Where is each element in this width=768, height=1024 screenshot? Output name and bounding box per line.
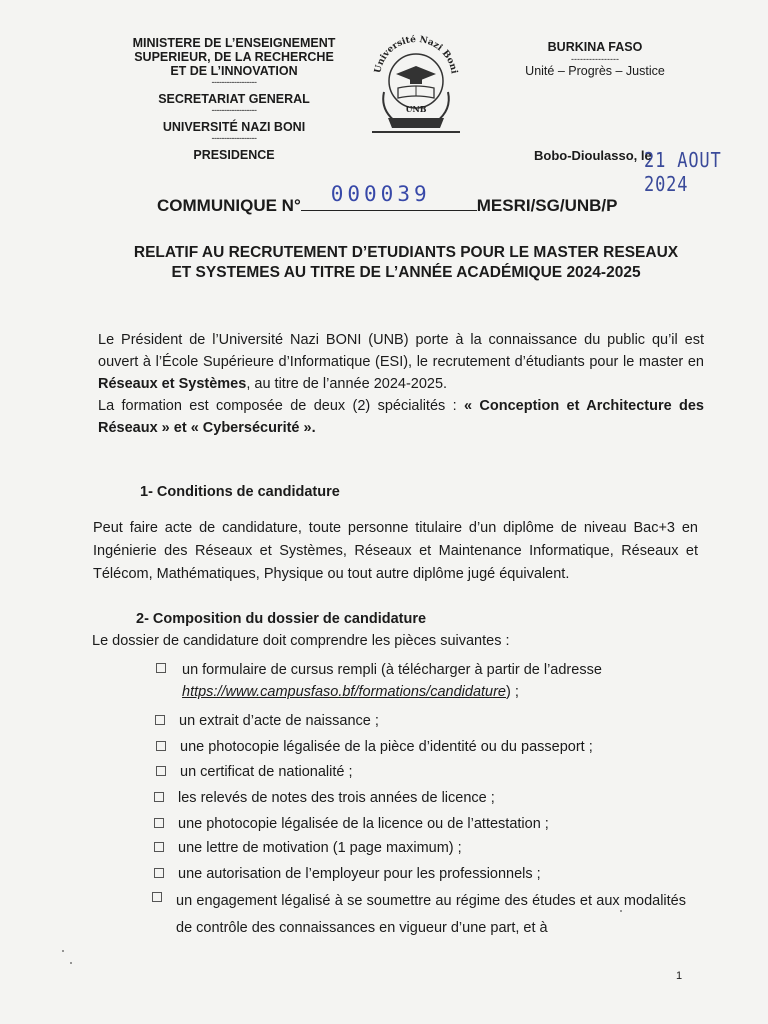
section-1-heading: 1- Conditions de candidature (140, 484, 340, 500)
list-item (155, 711, 695, 731)
title-line-1: RELATIF AU RECRUTEMENT D’ETUDIANTS POUR LE MASTER RESEAUX (133, 244, 679, 261)
national-motto: Unité – Progrès – Justice (525, 64, 665, 78)
country-header (515, 40, 675, 78)
communique-reference (157, 182, 618, 216)
document-title (96, 243, 716, 283)
list-item-text: une photocopie légalisée de la licence ou de l’attestation ; (178, 816, 549, 832)
specialties-text: La formation est composée de deux (2) spécialités : (98, 398, 465, 414)
list-item (154, 788, 694, 808)
seal-abbr: UNB (405, 104, 427, 114)
intro-text-end: , au titre de l’année 2024-2025. (246, 376, 448, 392)
list-item (154, 838, 694, 858)
checkbox-icon (156, 766, 166, 776)
list-item (156, 737, 696, 757)
required-documents-list (156, 659, 696, 705)
list-item-text: une photocopie légalisée de la pièce d’identité ou du passeport ; (180, 739, 593, 755)
list-item-text: un formulaire de cursus rempli (à télécharger à partir de l’adresse (182, 662, 602, 678)
ministry-line-1: MINISTERE DE L’ENSEIGNEMENT (132, 36, 336, 50)
communique-number-field (301, 182, 477, 211)
list-item (154, 814, 694, 834)
list-item-text: une autorisation de l’employeur pour les professionnels ; (178, 866, 541, 882)
checkbox-icon (154, 818, 164, 828)
separator: ---------------- (571, 54, 619, 64)
checkbox-icon (154, 792, 164, 802)
section-1-text: Peut faire acte de candidature, toute personne titulaire d’un diplôme de niveau Bac+3 en Ingénierie des Réseaux et Systèmes, Réseaux et Maintenance Informatique, Réseaux et Télécom, Mathématiques, Physique ou tout autre diplôme jugé équivalent. (93, 520, 698, 582)
communique-label: COMMUNIQUE N° (157, 196, 301, 215)
list-item-text: les relevés de notes des trois années de licence ; (178, 790, 495, 806)
list-item-text: un extrait d’acte de naissance ; (179, 713, 379, 729)
seal-arc-text: Université Nazi Boni (373, 34, 459, 75)
checkbox-icon (152, 892, 162, 902)
separator: ------------------ (211, 133, 257, 143)
communique-number-stamp: 000039 (330, 182, 431, 206)
intro-paragraph-1 (98, 329, 704, 395)
program-name: Réseaux et Systèmes (98, 376, 247, 392)
section-2-heading: 2- Composition du dossier de candidature (136, 611, 427, 627)
communique-ref-code: MESRI/SG/UNB/P (476, 196, 618, 215)
ministry-header (118, 36, 350, 162)
secretariat-label: SECRETARIAT GENERAL (158, 92, 310, 106)
specialties-names: « Conception et Architecture des Réseaux » et « Cybersécurité ». (98, 398, 704, 436)
place-date-label: Bobo-Dioulasso, le (534, 148, 652, 163)
intro-text: Le Président de l’Université Nazi BONI (UNB) porte à la connaissance du public qu’il est ouvert à l’École Supérieure d’Informatique (ESI), le recrutement d’étudiants pour le master en (98, 332, 704, 370)
title-line-2: ET SYSTEMES AU TITRE DE L’ANNÉE ACADÉMIQUE 2024-2025 (171, 264, 641, 281)
ministry-line-2: SUPERIEUR, DE LA RECHERCHE (134, 50, 334, 64)
date-stamp: 21 AOUT 2024 (644, 148, 722, 196)
checkbox-icon (155, 715, 165, 725)
list-item (152, 888, 686, 942)
country-name: BURKINA FASO (547, 40, 643, 54)
separator: ------------------ (211, 77, 257, 87)
list-item-text: une lettre de motivation (1 page maximum) ; (178, 840, 462, 856)
intro-paragraphs (98, 329, 704, 439)
page-number: 1 (676, 970, 683, 982)
candidature-link[interactable]: https://www.campusfaso.bf/formations/candidature (182, 684, 506, 700)
list-item-text: un certificat de nationalité ; (180, 764, 353, 780)
section-2-intro: Le dossier de candidature doit comprendre les pièces suivantes : (92, 633, 510, 649)
checkbox-icon (156, 741, 166, 751)
university-label: UNIVERSITÉ NAZI BONI (162, 120, 306, 134)
presidence-label: PRESIDENCE (193, 148, 275, 162)
separator: ------------------ (211, 105, 257, 115)
checkbox-icon (156, 663, 166, 673)
university-seal-logo (366, 26, 466, 138)
list-item (154, 864, 694, 884)
ministry-line-3: ET DE L’INNOVATION (170, 64, 298, 78)
list-item-tail: ) ; (506, 684, 519, 700)
list-item-text: un engagement légalisé à se soumettre au régime des études et aux modalités de contrôle des connaissances en vigueur d’une part, et à (176, 893, 686, 936)
intro-paragraph-2 (98, 395, 704, 439)
list-item (156, 659, 696, 703)
list-item (156, 762, 696, 782)
checkbox-icon (154, 868, 164, 878)
checkbox-icon (154, 842, 164, 852)
